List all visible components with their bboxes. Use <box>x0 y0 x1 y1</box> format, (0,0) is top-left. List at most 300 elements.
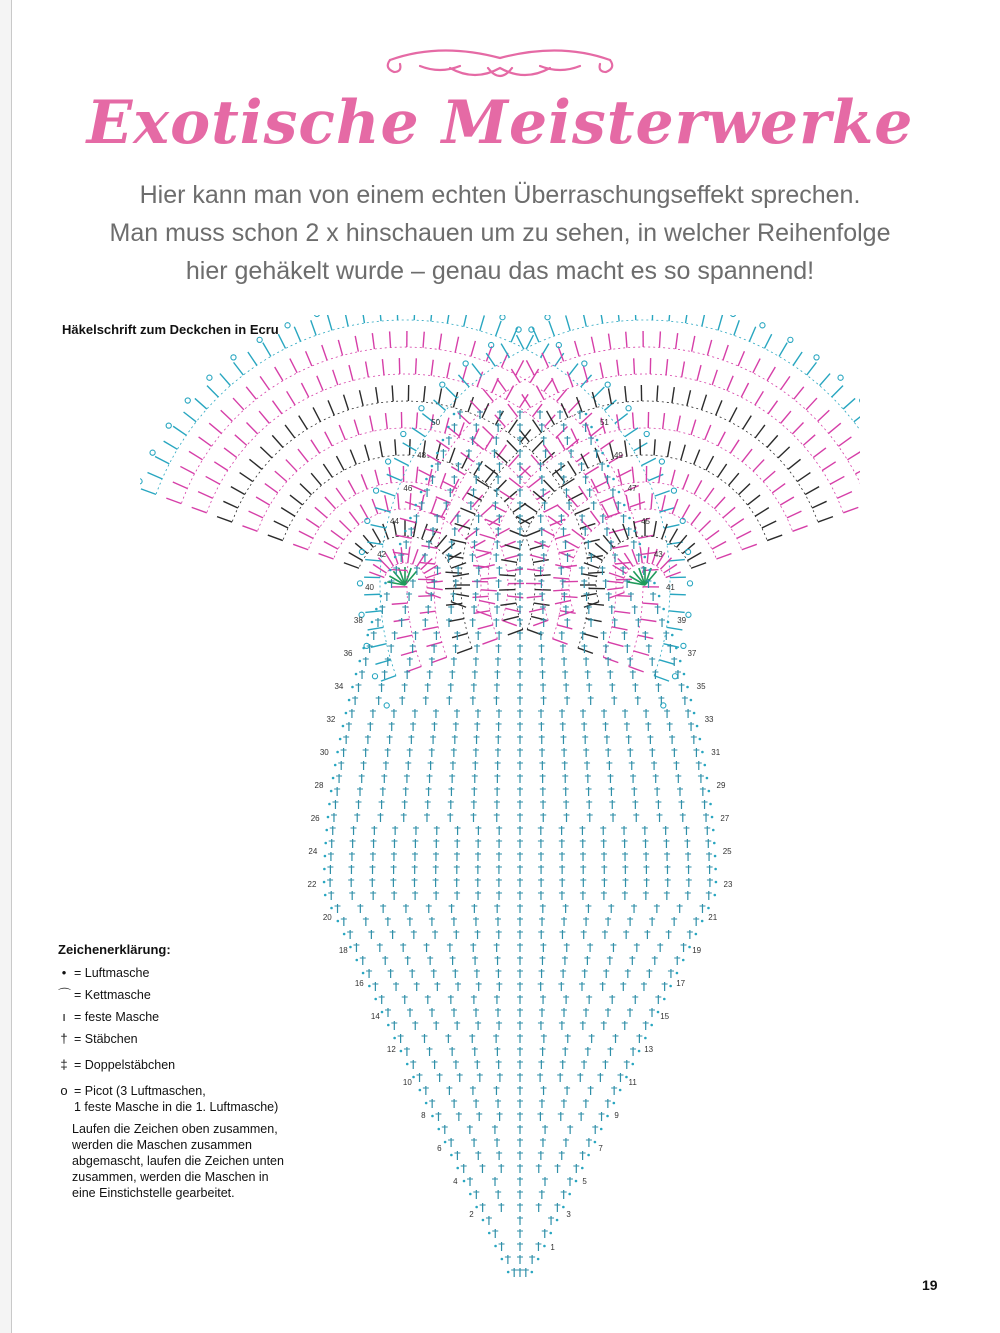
fan-stitch <box>449 448 454 463</box>
fan-stitch <box>344 563 359 568</box>
edge-chain <box>420 491 423 494</box>
picot-loop <box>372 674 377 679</box>
fan-stitch <box>311 440 320 453</box>
fan-stitch <box>532 440 543 452</box>
fan-stitch <box>505 545 520 549</box>
fan-stitch <box>792 422 803 433</box>
fan-stitch <box>739 484 751 495</box>
edge-chain <box>633 530 636 533</box>
edge-chain <box>600 1128 603 1131</box>
fan-stitch <box>832 386 843 397</box>
fan-stitch <box>557 505 569 516</box>
fan-stitch <box>380 315 381 321</box>
fan-stitch <box>511 328 517 343</box>
fan-stitch <box>521 429 531 441</box>
edge-chain <box>714 868 717 871</box>
edge-chain <box>400 1050 403 1053</box>
fan-stitch <box>847 451 860 459</box>
legend-note-line: zusammen, werden die Maschen in <box>72 1170 269 1184</box>
edge-chain <box>374 998 377 1001</box>
fan-stitch <box>830 476 844 484</box>
edge-chain <box>708 790 711 793</box>
fan-stitch <box>584 539 600 543</box>
fan-stitch <box>242 526 257 531</box>
fan-stitch <box>331 530 344 539</box>
fan-stitch <box>311 473 321 485</box>
fan-stitch <box>730 407 737 421</box>
edge-chain <box>414 504 417 507</box>
fan-stitch <box>416 358 417 374</box>
fan-stitch <box>298 449 308 462</box>
fan-stitch <box>779 343 787 357</box>
legend-label: = feste Masche <box>74 1010 160 1024</box>
row-number: 10 <box>402 1078 412 1087</box>
edge-chain <box>650 1024 653 1027</box>
edge-chain <box>612 478 615 481</box>
fan-stitch <box>527 629 542 634</box>
fan-stitch <box>609 334 611 350</box>
fan-stitch <box>533 620 548 625</box>
edge-chain <box>531 1271 534 1274</box>
fan-stitch <box>223 501 238 508</box>
fan-stitch <box>482 403 489 418</box>
fan-stitch <box>659 660 674 665</box>
fan-stitch <box>445 418 449 433</box>
edge-chain <box>384 582 387 585</box>
fan-stitch <box>654 676 669 681</box>
picot-loop <box>357 581 362 586</box>
fan-stitch <box>742 449 752 462</box>
edge-chain <box>699 738 702 741</box>
fan-stitch <box>662 495 666 511</box>
fan-stitch <box>583 633 598 637</box>
edge-chain <box>342 725 345 728</box>
fan-stitch <box>214 462 227 471</box>
legend-item <box>58 965 358 981</box>
edge-chain <box>444 1141 447 1144</box>
fan-stitch <box>617 360 619 376</box>
fan-stitch <box>412 428 425 437</box>
edge-chain <box>371 621 374 624</box>
edge-chain <box>623 504 626 507</box>
fan-stitch <box>362 315 364 323</box>
edge-chain <box>456 1167 459 1170</box>
fan-stitch <box>319 554 334 559</box>
fan-stitch <box>385 553 393 567</box>
fan-stitch <box>290 359 297 373</box>
edge-chain <box>618 491 621 494</box>
fan-stitch <box>240 473 253 482</box>
picot-loop <box>788 337 793 342</box>
treble-crochet-icon: ‡ <box>60 1057 68 1072</box>
edge-chain <box>682 959 685 962</box>
edge-chain <box>711 816 714 819</box>
fan-stitch <box>440 473 445 488</box>
fan-stitch <box>416 412 417 428</box>
legend-label: = Luftmasche <box>74 966 150 980</box>
fan-stitch <box>778 447 790 458</box>
fan-stitch <box>233 398 244 410</box>
row-number: 39 <box>677 616 687 625</box>
row-number: 20 <box>322 913 332 922</box>
edge-chain <box>324 894 327 897</box>
fan-stitch <box>599 497 614 503</box>
edge-chain <box>688 946 691 949</box>
fan-stitch <box>293 544 308 549</box>
row-number: 35 <box>696 682 706 691</box>
fan-stitch <box>533 420 542 433</box>
fan-stitch <box>820 374 831 386</box>
fan-stitch <box>566 315 571 330</box>
fan-stitch <box>141 489 156 494</box>
edge-chain <box>425 478 428 481</box>
fan-stitch <box>479 601 495 604</box>
fan-stitch <box>414 315 415 320</box>
fan-stitch <box>398 493 399 509</box>
picot-loop <box>231 355 236 360</box>
fan-stitch <box>436 443 440 459</box>
fan-stitch <box>618 315 620 321</box>
fan-stitch <box>339 520 350 531</box>
fan-stitch <box>649 474 664 480</box>
fan-stitch <box>755 391 763 405</box>
fan-stitch <box>260 376 269 389</box>
fan-stitch <box>436 440 449 449</box>
edge-chain <box>343 933 346 936</box>
edge-chain <box>581 1167 584 1170</box>
edge-chain <box>663 998 666 1001</box>
fan-stitch <box>348 480 356 494</box>
fan-stitch <box>822 462 835 471</box>
fan-stitch <box>336 488 345 501</box>
fan-stitch <box>447 315 450 323</box>
fan-stitch <box>629 666 644 671</box>
fan-stitch <box>734 320 739 335</box>
fan-stitch <box>647 547 649 563</box>
fan-stitch <box>672 499 678 514</box>
fan-stitch <box>625 428 638 437</box>
fan-stitch <box>624 553 633 566</box>
subtitle-line: hier gehäkelt wurde – genau das macht es so spannend! <box>185 257 815 285</box>
fan-stitch <box>585 467 599 475</box>
legend-label: 1 feste Masche in die 1. Luftmasche) <box>74 1100 279 1114</box>
edge-chain <box>482 1219 485 1222</box>
fan-stitch <box>472 596 488 597</box>
fan-stitch <box>625 440 627 456</box>
fan-stitch <box>667 627 683 630</box>
fan-stitch <box>394 458 408 465</box>
fan-stitch <box>371 644 387 648</box>
fan-stitch <box>350 450 356 465</box>
row-number: 24 <box>308 847 318 856</box>
fan-stitch <box>502 620 517 625</box>
picot-loop <box>207 375 212 380</box>
fan-stitch <box>641 619 657 621</box>
fan-stitch <box>328 400 334 415</box>
picot-loop <box>384 703 389 708</box>
row-number: 49 <box>613 451 623 460</box>
fan-stitch <box>148 473 163 479</box>
picot-loop <box>680 518 685 523</box>
fan-stitch <box>427 588 443 590</box>
row-number: 45 <box>641 517 650 526</box>
fan-stitch <box>787 511 801 518</box>
fan-stitch <box>299 416 308 430</box>
fan-stitch <box>450 539 466 543</box>
row-number: 8 <box>421 1111 426 1120</box>
fan-stitch <box>365 560 381 561</box>
fan-stitch <box>657 385 658 401</box>
row-number: 48 <box>417 451 427 460</box>
fan-stitch <box>423 627 439 630</box>
fan-stitch <box>762 521 776 528</box>
fan-stitch <box>462 486 471 499</box>
fan-stitch <box>613 565 627 573</box>
legend <box>58 942 358 1201</box>
fan-stitch <box>635 315 636 320</box>
page-title: Exotische Meisterwerke <box>86 88 914 158</box>
fan-stitch <box>363 535 373 547</box>
fan-stitch <box>854 412 860 422</box>
fan-stitch <box>705 425 711 440</box>
fan-stitch <box>333 370 338 385</box>
picot-loop <box>359 549 364 554</box>
fan-stitch <box>446 387 457 398</box>
edge-chain <box>394 556 397 559</box>
fan-stitch <box>729 473 739 485</box>
fan-stitch <box>325 497 336 509</box>
fan-stitch <box>180 466 194 473</box>
edge-chain <box>323 881 326 884</box>
fan-stitch <box>712 370 717 385</box>
edge-chain <box>596 439 599 442</box>
fan-stitch <box>663 564 676 573</box>
fan-stitch <box>552 465 565 475</box>
edge-chain <box>436 452 439 455</box>
fan-stitch <box>572 529 585 539</box>
fan-stitch <box>793 352 802 365</box>
fan-stitch <box>579 486 588 499</box>
legend-label: = Stäbchen <box>74 1032 138 1046</box>
fan-stitch <box>767 367 775 381</box>
edge-chain <box>437 1128 440 1131</box>
edge-chain <box>475 1206 478 1209</box>
fan-stitch <box>634 651 649 655</box>
fan-stitch <box>663 413 665 429</box>
fan-stitch <box>737 531 751 538</box>
fan-stitch <box>780 497 794 505</box>
fan-stitch <box>206 476 220 484</box>
fan-stitch <box>508 420 517 433</box>
edge-chain <box>575 1180 578 1183</box>
fan-stitch <box>503 616 519 620</box>
subtitle-line: Man muss schon 2 x hinschauen um zu sehen, in welcher Reihenfolge <box>109 219 891 247</box>
fan-stitch <box>583 315 587 327</box>
fan-stitch <box>742 544 757 549</box>
fan-stitch <box>712 542 726 550</box>
fan-stitch <box>706 530 719 539</box>
row-number: 28 <box>314 781 324 790</box>
fan-stitch <box>268 535 283 540</box>
row-number: 2 <box>469 1210 474 1219</box>
fan-stitch <box>406 666 421 671</box>
fan-stitch <box>626 495 629 511</box>
fan-stitch <box>584 366 588 381</box>
edge-chain <box>409 517 412 520</box>
fan-stitch <box>772 484 785 493</box>
fan-stitch <box>380 441 383 457</box>
fan-stitch <box>413 549 418 564</box>
fan-stitch <box>173 426 186 435</box>
edge-chain <box>323 868 326 871</box>
fan-stitch <box>485 465 498 475</box>
fan-stitch <box>697 365 701 381</box>
picot-loop <box>626 406 631 411</box>
fan-stitch <box>669 560 685 561</box>
edge-chain <box>387 1024 390 1027</box>
page-subtitle <box>0 176 1000 290</box>
picot-loop <box>760 323 765 328</box>
fan-stitch <box>501 560 517 563</box>
fan-stitch <box>220 374 231 386</box>
fan-stitch <box>788 459 800 469</box>
fan-stitch <box>510 530 525 536</box>
row-number: 3 <box>566 1210 571 1219</box>
edge-chain <box>590 426 593 429</box>
fan-stitch <box>439 334 441 350</box>
fan-stitch <box>272 435 283 447</box>
fan-stitch <box>189 451 203 459</box>
edge-chain <box>607 465 610 468</box>
fan-stitch <box>557 625 572 629</box>
fan-stitch <box>426 573 441 578</box>
edge-chain <box>330 790 333 793</box>
edge-chain <box>657 1011 660 1014</box>
fan-stitch <box>527 596 543 598</box>
fan-stitch <box>669 315 670 321</box>
fan-stitch <box>323 464 332 477</box>
fan-stitch <box>260 447 272 458</box>
fan-stitch <box>436 535 446 547</box>
fan-stitch <box>355 336 358 352</box>
fan-stitch <box>207 386 218 397</box>
fan-stitch <box>411 486 426 492</box>
fan-stitch <box>248 352 257 365</box>
fan-stitch <box>256 497 270 505</box>
fan-stitch <box>683 543 695 553</box>
fan-stitch <box>584 563 599 568</box>
fan-stitch <box>385 495 389 511</box>
legend-note-line: Laufen die Zeichen oben zusammen, <box>72 1122 278 1136</box>
fan-stitch <box>395 439 396 455</box>
edge-chain <box>714 855 717 858</box>
edge-chain <box>679 660 682 663</box>
fan-stitch <box>577 397 582 412</box>
fan-stitch <box>686 315 688 323</box>
fan-stitch <box>386 413 388 429</box>
edge-chain <box>345 712 348 715</box>
edge-chain <box>690 699 693 702</box>
row-number: 16 <box>354 979 364 988</box>
fan-stitch <box>544 505 558 512</box>
fan-stitch <box>828 423 840 433</box>
fan-stitch <box>612 627 628 630</box>
fan-stitch <box>702 315 705 326</box>
fan-stitch <box>468 397 473 412</box>
edge-chain <box>675 647 678 650</box>
fan-ring <box>515 455 767 629</box>
fan-stitch <box>592 392 596 407</box>
fan-stitch <box>677 416 680 432</box>
fan-stitch <box>557 436 565 450</box>
fan-stitch <box>553 639 568 644</box>
fan-stitch <box>166 498 181 503</box>
legend-note <box>72 1121 358 1201</box>
chart-heading: Häkelschrift zum Deckchen in Ecru <box>62 322 279 337</box>
fan-stitch <box>532 404 542 417</box>
fan-stitch <box>464 315 468 327</box>
fan-stitch <box>405 502 420 507</box>
fan-stitch <box>459 422 464 437</box>
fan-stitch <box>608 642 623 646</box>
row-number: 44 <box>390 517 399 526</box>
fan-stitch <box>401 651 416 655</box>
fan-stitch <box>663 644 679 648</box>
edge-chain <box>644 1037 647 1040</box>
fan-stitch <box>473 566 489 568</box>
edge-chain <box>368 985 371 988</box>
fan-stitch <box>501 344 509 358</box>
edge-chain <box>638 1050 641 1053</box>
fan-stitch <box>455 337 458 353</box>
fan-stitch <box>184 412 197 422</box>
fan-stitch <box>499 575 515 576</box>
picot-loop <box>285 323 290 328</box>
fan-stitch <box>249 511 263 518</box>
fan-stitch <box>718 432 725 446</box>
edge-chain <box>703 764 706 767</box>
row-number: 41 <box>665 583 675 592</box>
fan-stitch <box>639 493 640 509</box>
edge-chain <box>453 413 456 416</box>
fan-stitch <box>516 360 523 374</box>
picot-loop <box>672 674 677 679</box>
fan-stitch <box>781 411 791 423</box>
fan-stitch <box>535 590 551 591</box>
edge-chain <box>628 517 631 520</box>
fan-stitch <box>499 590 515 591</box>
row-number: 6 <box>437 1144 442 1153</box>
fan-stitch <box>609 573 624 578</box>
edge-chain <box>393 1037 396 1040</box>
fan-stitch <box>603 535 613 547</box>
row-number: 5 <box>582 1177 587 1186</box>
row-number: 9 <box>614 1111 619 1120</box>
edge-chain <box>336 751 339 754</box>
fan-stitch <box>595 543 607 553</box>
fan-stitch <box>654 439 655 455</box>
fan-stitch <box>155 457 169 464</box>
row-number: 12 <box>386 1045 396 1054</box>
fan-stitch <box>392 385 393 401</box>
fan-stitch <box>365 611 381 613</box>
fan-stitch <box>608 388 611 404</box>
fan-stitch <box>837 492 852 499</box>
fan-stitch <box>445 572 461 573</box>
fan-stitch <box>471 341 475 356</box>
fan-stitch <box>561 403 568 418</box>
fan-stitch <box>408 547 410 563</box>
